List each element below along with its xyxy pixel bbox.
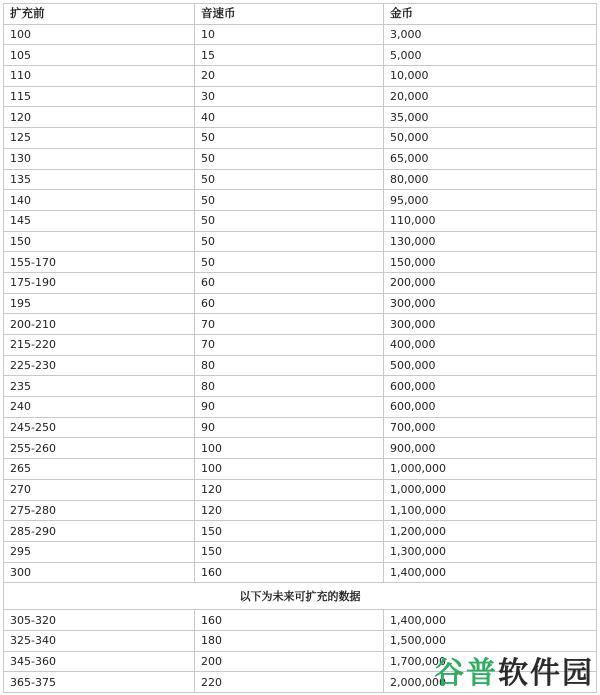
cell-before-expansion: 225-230 (4, 355, 195, 376)
cell-before-expansion: 150 (4, 231, 195, 252)
cell-sonic-coins: 180 (195, 630, 384, 651)
cell-before-expansion: 175-190 (4, 272, 195, 293)
cell-gold-coins: 1,000,000 (384, 459, 597, 480)
cell-gold-coins: 600,000 (384, 397, 597, 418)
cell-gold-coins: 110,000 (384, 210, 597, 231)
cell-gold-coins: 95,000 (384, 190, 597, 211)
cell-before-expansion: 245-250 (4, 417, 195, 438)
cell-gold-coins: 1,100,000 (384, 500, 597, 521)
cell-gold-coins: 900,000 (384, 438, 597, 459)
cell-sonic-coins: 50 (195, 252, 384, 273)
cell-gold-coins: 300,000 (384, 314, 597, 335)
cell-gold-coins: 1,300,000 (384, 541, 597, 562)
cell-sonic-coins: 200 (195, 651, 384, 672)
cell-sonic-coins: 60 (195, 272, 384, 293)
future-data-note: 以下为未来可扩充的数据 (4, 583, 597, 610)
cell-before-expansion: 240 (4, 397, 195, 418)
cell-gold-coins: 10,000 (384, 66, 597, 87)
cell-sonic-coins: 90 (195, 397, 384, 418)
cell-sonic-coins: 100 (195, 459, 384, 480)
cell-gold-coins: 1,000,000 (384, 479, 597, 500)
cell-gold-coins: 200,000 (384, 272, 597, 293)
table-row (4, 459, 597, 480)
cell-sonic-coins: 220 (195, 672, 384, 693)
table-row (4, 231, 597, 252)
cell-sonic-coins: 160 (195, 562, 384, 583)
column-header-sonic-coins: 音速币 (195, 4, 384, 25)
table-row (4, 190, 597, 211)
cell-before-expansion: 285-290 (4, 521, 195, 542)
cell-gold-coins: 1,700,000 (384, 651, 597, 672)
cell-sonic-coins: 10 (195, 24, 384, 45)
cell-before-expansion: 305-320 (4, 610, 195, 631)
cell-gold-coins: 500,000 (384, 355, 597, 376)
table-body (4, 24, 597, 692)
table-row (4, 479, 597, 500)
table-row (4, 376, 597, 397)
watermark-brand-part1: 谷普 (434, 656, 498, 691)
table-row (4, 107, 597, 128)
table-row (4, 272, 597, 293)
cell-sonic-coins: 50 (195, 169, 384, 190)
cell-gold-coins: 65,000 (384, 148, 597, 169)
table-row (4, 293, 597, 314)
cell-before-expansion: 325-340 (4, 630, 195, 651)
table-row (4, 397, 597, 418)
table-row (4, 169, 597, 190)
cell-gold-coins: 1,400,000 (384, 562, 597, 583)
cell-before-expansion: 265 (4, 459, 195, 480)
cell-gold-coins: 1,400,000 (384, 610, 597, 631)
cell-sonic-coins: 120 (195, 479, 384, 500)
cell-gold-coins: 2,000,000 (384, 672, 597, 693)
cell-before-expansion: 135 (4, 169, 195, 190)
table-row (4, 500, 597, 521)
cell-sonic-coins: 60 (195, 293, 384, 314)
cell-gold-coins: 5,000 (384, 45, 597, 66)
table-row (4, 45, 597, 66)
cell-before-expansion: 200-210 (4, 314, 195, 335)
cell-before-expansion: 115 (4, 86, 195, 107)
table-row (4, 630, 597, 651)
cell-gold-coins: 1,200,000 (384, 521, 597, 542)
cell-sonic-coins: 160 (195, 610, 384, 631)
cell-gold-coins: 3,000 (384, 24, 597, 45)
cell-gold-coins: 35,000 (384, 107, 597, 128)
cell-before-expansion: 345-360 (4, 651, 195, 672)
cell-gold-coins: 700,000 (384, 417, 597, 438)
table-header-row (4, 4, 597, 25)
cell-sonic-coins: 150 (195, 541, 384, 562)
table-row (4, 355, 597, 376)
cell-before-expansion: 195 (4, 293, 195, 314)
table-row (4, 417, 597, 438)
cell-before-expansion: 215-220 (4, 335, 195, 356)
cell-sonic-coins: 50 (195, 231, 384, 252)
expansion-cost-table (3, 3, 597, 693)
cell-before-expansion: 155-170 (4, 252, 195, 273)
cell-before-expansion: 125 (4, 128, 195, 149)
column-header-gold-coins: 金币 (384, 4, 597, 25)
table-row (4, 148, 597, 169)
cell-before-expansion: 120 (4, 107, 195, 128)
cell-gold-coins: 50,000 (384, 128, 597, 149)
cell-sonic-coins: 50 (195, 190, 384, 211)
cell-gold-coins: 600,000 (384, 376, 597, 397)
cell-sonic-coins: 50 (195, 128, 384, 149)
table-row (4, 66, 597, 87)
cell-before-expansion: 130 (4, 148, 195, 169)
watermark-brand-part2: 软件园 (498, 656, 594, 691)
table-row (4, 314, 597, 335)
future-data-note-row (4, 583, 597, 610)
table-row (4, 438, 597, 459)
cell-before-expansion: 300 (4, 562, 195, 583)
cell-before-expansion: 275-280 (4, 500, 195, 521)
cell-sonic-coins: 70 (195, 314, 384, 335)
cell-sonic-coins: 150 (195, 521, 384, 542)
cell-sonic-coins: 15 (195, 45, 384, 66)
cell-before-expansion: 140 (4, 190, 195, 211)
cell-sonic-coins: 50 (195, 210, 384, 231)
cell-sonic-coins: 70 (195, 335, 384, 356)
table-row (4, 521, 597, 542)
cell-sonic-coins: 90 (195, 417, 384, 438)
cell-sonic-coins: 30 (195, 86, 384, 107)
cell-before-expansion: 100 (4, 24, 195, 45)
cell-before-expansion: 110 (4, 66, 195, 87)
cell-sonic-coins: 80 (195, 355, 384, 376)
table-row (4, 252, 597, 273)
cell-gold-coins: 300,000 (384, 293, 597, 314)
cell-sonic-coins: 120 (195, 500, 384, 521)
cell-before-expansion: 270 (4, 479, 195, 500)
site-watermark-logo (434, 656, 594, 691)
cell-gold-coins: 1,500,000 (384, 630, 597, 651)
table-row (4, 610, 597, 631)
table-row (4, 562, 597, 583)
cell-gold-coins: 130,000 (384, 231, 597, 252)
cell-sonic-coins: 80 (195, 376, 384, 397)
cell-gold-coins: 80,000 (384, 169, 597, 190)
cell-sonic-coins: 100 (195, 438, 384, 459)
table-row (4, 210, 597, 231)
cell-before-expansion: 105 (4, 45, 195, 66)
cell-sonic-coins: 40 (195, 107, 384, 128)
cell-sonic-coins: 20 (195, 66, 384, 87)
column-header-before-expansion: 扩充前 (4, 4, 195, 25)
cell-before-expansion: 295 (4, 541, 195, 562)
cell-before-expansion: 235 (4, 376, 195, 397)
cell-sonic-coins: 50 (195, 148, 384, 169)
table-row (4, 128, 597, 149)
cell-gold-coins: 150,000 (384, 252, 597, 273)
table-row (4, 335, 597, 356)
cell-gold-coins: 400,000 (384, 335, 597, 356)
cell-before-expansion: 145 (4, 210, 195, 231)
cell-gold-coins: 20,000 (384, 86, 597, 107)
table-row (4, 541, 597, 562)
table-row (4, 86, 597, 107)
cell-before-expansion: 365-375 (4, 672, 195, 693)
cell-before-expansion: 255-260 (4, 438, 195, 459)
table-row (4, 24, 597, 45)
